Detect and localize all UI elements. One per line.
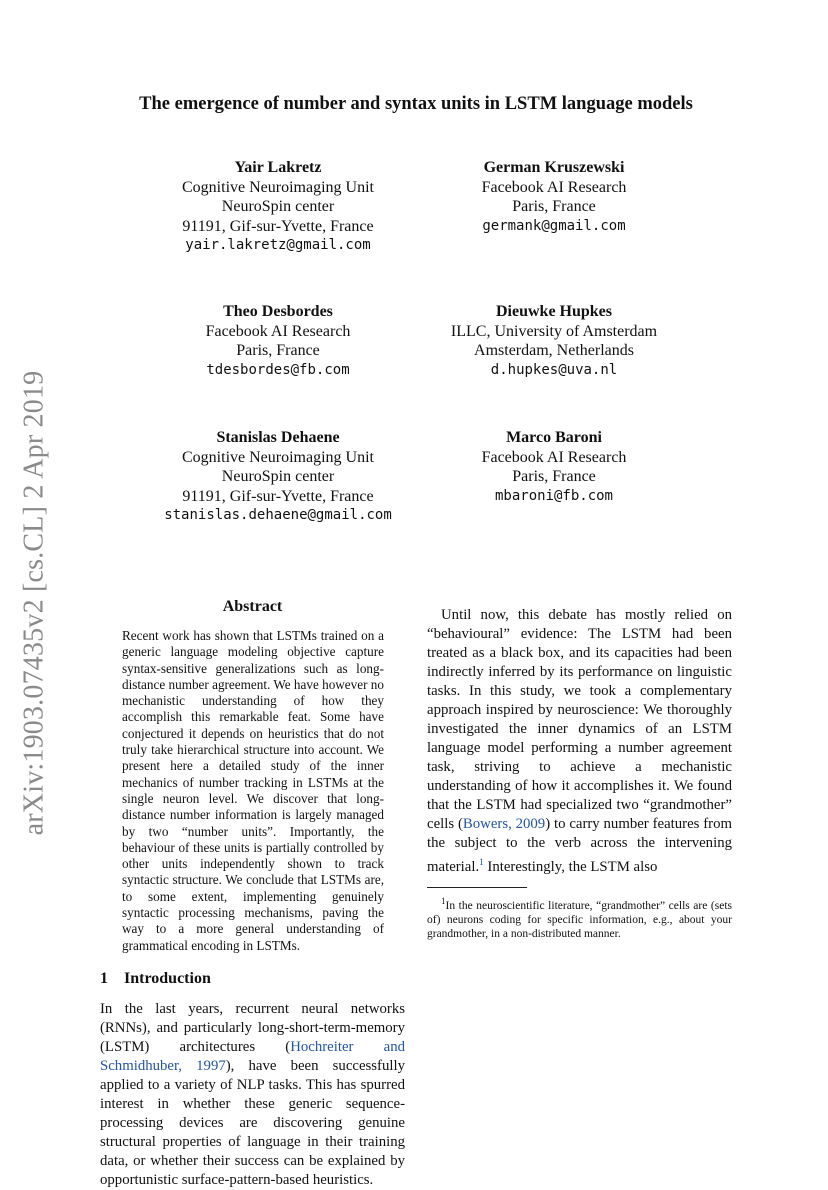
footnote-text: In the neuroscientific literature, “grandmother” cells are (sets of) neurons coding for specific information, e.g., about your grandmother, in a non-distributed manner. bbox=[427, 899, 732, 941]
right-column bbox=[427, 600, 732, 942]
author-block bbox=[404, 302, 704, 380]
intro-paragraph-2 bbox=[427, 606, 732, 877]
author-block bbox=[404, 428, 704, 506]
section-heading bbox=[100, 970, 405, 988]
author-affiliation: Facebook AI Research bbox=[481, 178, 627, 196]
author-email[interactable]: tdesbordes@fb.com bbox=[206, 361, 350, 378]
author-name: German Kruszewski bbox=[483, 159, 625, 176]
author-affiliation: Facebook AI Research bbox=[481, 448, 627, 466]
author-name: Theo Desbordes bbox=[223, 303, 333, 320]
intro-paragraph-1 bbox=[100, 1000, 405, 1190]
author-block bbox=[404, 158, 704, 236]
author-block bbox=[128, 302, 428, 380]
section-number: 1 bbox=[100, 969, 108, 987]
footnote bbox=[427, 894, 732, 942]
author-affiliation: NeuroSpin center bbox=[221, 198, 335, 216]
author-affiliation: NeuroSpin center bbox=[221, 468, 335, 486]
abstract-text: Recent work has shown that LSTMs trained on a generic language modeling objective capture syntax-sensitive generalizations such as long-distance number agreement. We have however no mechanistic understanding of how they accomplish this remarkable feat. Some have conjectured it depends on heuristics that do not truly take hierarchical structure into account. We present here a detailed study of the inner mechanics of number tracking in LSTMs at the single neuron level. We discover that long-distance number information is largely managed by two “number units”. Importantly, the behaviour of these units is partially controlled by other units independently shown to track syntactic structure. We conclude that LSTMs are, to some extent, implementing genuinely syntactic processing mechanisms, paving the way to a more general understanding of grammatical encoding in LSTMs. bbox=[122, 628, 384, 953]
footnote-number: 1 bbox=[441, 895, 446, 906]
paragraph-text: Until now, this debate has mostly relied on “behavioural” evidence: The LSTM had been treated as a black box, and its capacities had been indirectly inferred by its performance on linguistic tasks. In this study, we took a complementary approach inspired by neuroscience: We thoroughly investigated the inner dynamics of an LSTM language model performing a number agreement task, striving to achieve a mechanistic understanding of how it accomplishes it. We found that the LSTM had specialized two “grandmother” cells ( bbox=[427, 607, 732, 832]
paper-title: The emergence of number and syntax units in LSTM language models bbox=[139, 94, 693, 114]
author-affiliation: ILLC, University of Amsterdam bbox=[450, 322, 658, 340]
author-name: Marco Baroni bbox=[506, 429, 602, 446]
author-email[interactable]: stanislas.dehaene@gmail.com bbox=[164, 507, 392, 524]
paragraph-text: Interestingly, the LSTM also bbox=[483, 858, 658, 875]
author-name: Dieuwke Hupkes bbox=[495, 303, 613, 320]
author-affiliation: 91191, Gif-sur-Yvette, France bbox=[182, 217, 374, 235]
author-affiliation: Paris, France bbox=[512, 468, 596, 486]
left-column bbox=[100, 598, 405, 1190]
author-affiliation: Cognitive Neuroimaging Unit bbox=[182, 448, 374, 466]
author-name: Stanislas Dehaene bbox=[216, 429, 340, 446]
footnote-divider bbox=[427, 887, 527, 888]
author-affiliation: Paris, France bbox=[512, 198, 596, 216]
author-affiliation: Paris, France bbox=[236, 342, 320, 360]
author-affiliation: Cognitive Neuroimaging Unit bbox=[182, 178, 374, 196]
citation-link[interactable]: Bowers, 2009 bbox=[462, 816, 546, 832]
citation-link[interactable]: Hochreiter and Schmidhuber, 1997 bbox=[100, 1038, 405, 1074]
section-title: Introduction bbox=[124, 969, 211, 987]
author-block bbox=[128, 158, 428, 256]
author-affiliation: Facebook AI Research bbox=[205, 322, 351, 340]
footnote-marker[interactable]: 1 bbox=[479, 857, 484, 867]
author-name: Yair Lakretz bbox=[234, 159, 322, 176]
author-block bbox=[128, 428, 428, 526]
paragraph-text: In the last years, recurrent neural networks (RNNs), and particularly long-short-term-memory (LSTM) architectures ( bbox=[100, 1000, 405, 1055]
arxiv-stamp-text: arXiv:1903.07435v2 [cs.CL] 2 Apr 2019 bbox=[18, 370, 49, 836]
author-email[interactable]: d.hupkes@uva.nl bbox=[490, 361, 618, 378]
author-email[interactable]: yair.lakretz@gmail.com bbox=[185, 237, 371, 254]
author-email[interactable]: mbaroni@fb.com bbox=[494, 487, 613, 504]
paragraph-text: ) to carry number features from the subject to the verb across the intervening material. bbox=[427, 816, 732, 875]
author-email[interactable]: germank@gmail.com bbox=[482, 217, 626, 234]
abstract-heading: Abstract bbox=[222, 598, 283, 615]
author-affiliation: Amsterdam, Netherlands bbox=[474, 342, 634, 360]
author-affiliation: 91191, Gif-sur-Yvette, France bbox=[182, 487, 374, 505]
arxiv-stamp bbox=[12, 370, 56, 836]
paragraph-text: ), have been successfully applied to a variety of NLP tasks. This has spurred interest in whether these generic sequence-processing devices are discovering genuine structural properties of language in their training data, or whether their success can be explained by opportunistic surface-pattern-based heuristics. bbox=[100, 1057, 405, 1188]
